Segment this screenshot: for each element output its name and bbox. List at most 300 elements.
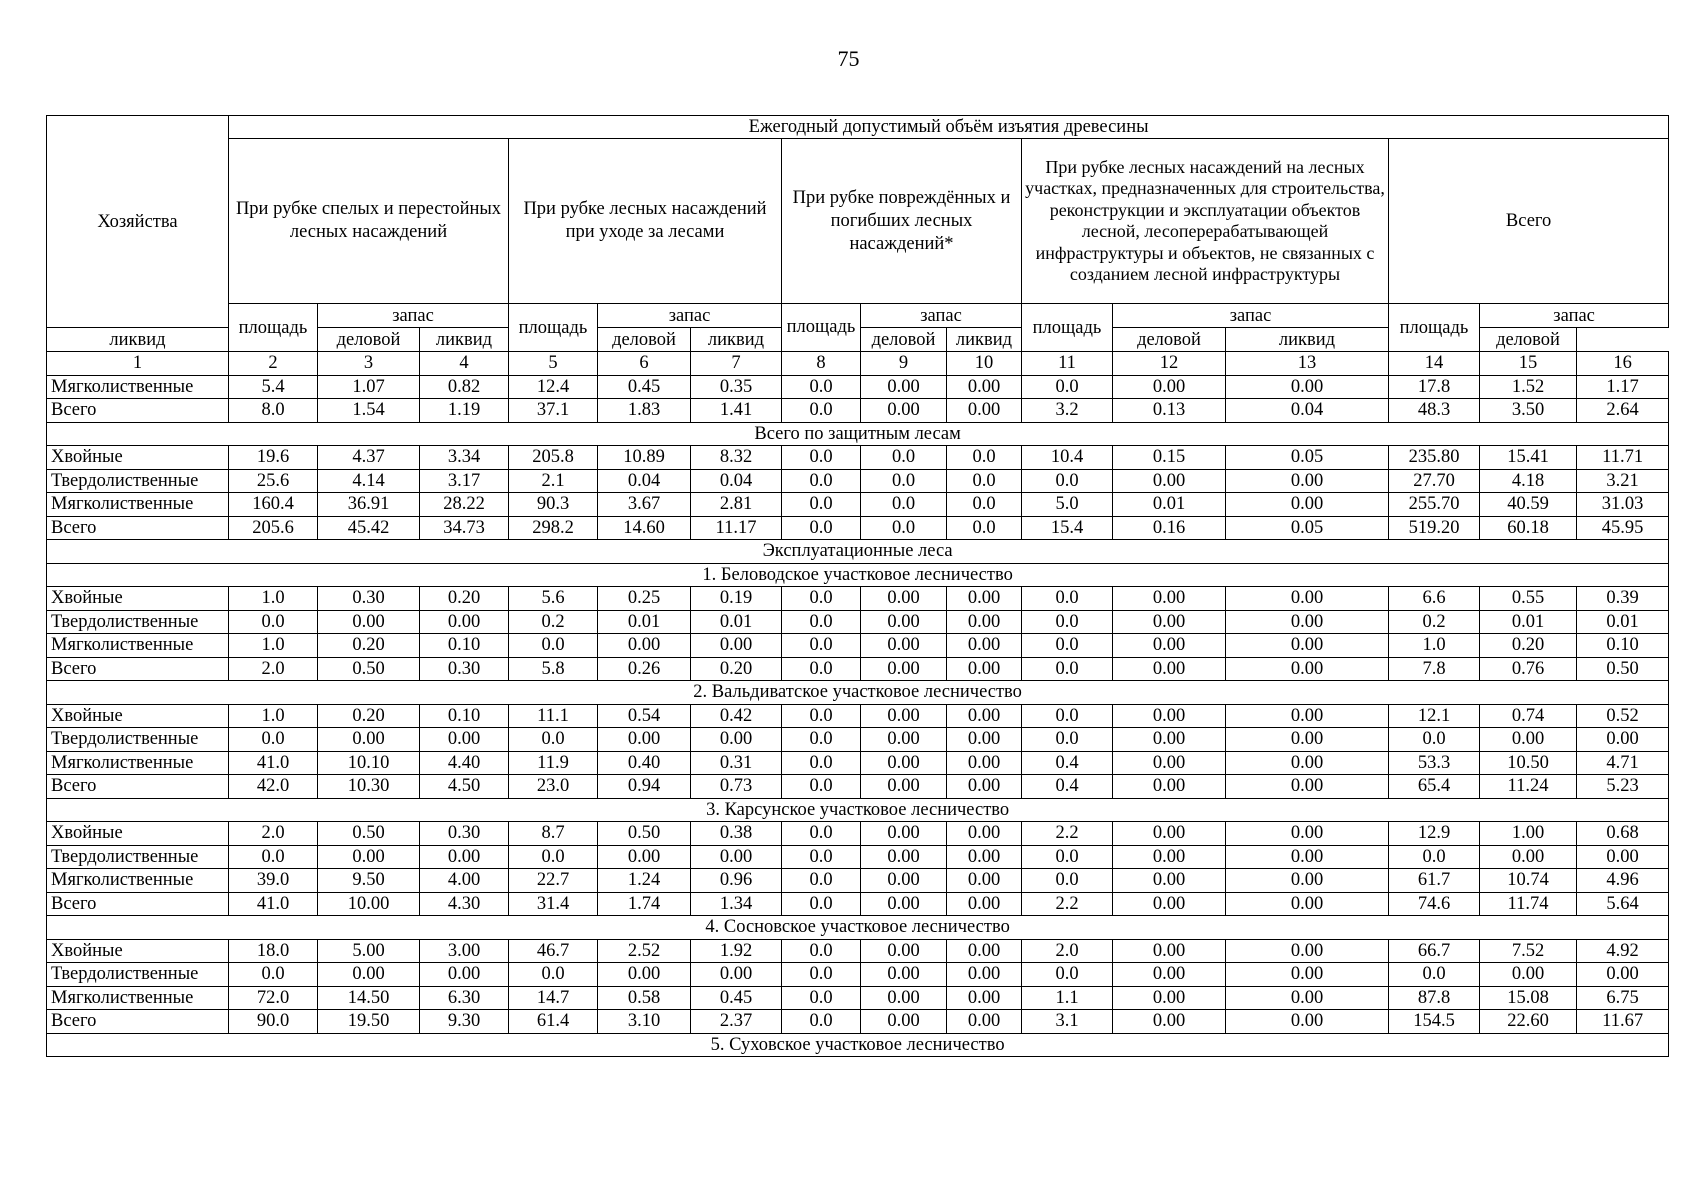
table-cell: 0.00 bbox=[947, 892, 1022, 916]
column-numbers-row bbox=[47, 352, 1669, 376]
table-cell: 0.05 bbox=[1226, 516, 1389, 540]
table-cell: 3.21 bbox=[1577, 469, 1669, 493]
table-cell: 0.00 bbox=[861, 845, 947, 869]
table-cell: 28.22 bbox=[420, 493, 509, 517]
table-cell: 0.00 bbox=[691, 728, 782, 752]
table-cell: 0.30 bbox=[420, 822, 509, 846]
table-cell: 14.60 bbox=[598, 516, 691, 540]
table-cell: 0.0 bbox=[947, 469, 1022, 493]
table-cell: 2.0 bbox=[229, 657, 318, 681]
column-number: 2 bbox=[229, 352, 318, 376]
table-cell: 11.1 bbox=[509, 704, 598, 728]
table-cell: 0.04 bbox=[1226, 399, 1389, 423]
table-cell: 0.00 bbox=[1113, 775, 1226, 799]
table-row bbox=[47, 399, 1669, 423]
table-cell: 0.00 bbox=[947, 986, 1022, 1010]
table-cell: 14.50 bbox=[318, 986, 420, 1010]
table-cell: 0.00 bbox=[1577, 963, 1669, 987]
table-cell: 61.7 bbox=[1389, 869, 1480, 893]
table-cell: 12.1 bbox=[1389, 704, 1480, 728]
table-row bbox=[47, 986, 1669, 1010]
table-cell: 0.00 bbox=[1226, 634, 1389, 658]
table-cell: 0.04 bbox=[691, 469, 782, 493]
table-cell: 0.0 bbox=[1022, 375, 1113, 399]
section-row bbox=[47, 916, 1669, 940]
table-cell: 0.00 bbox=[420, 963, 509, 987]
header-business: деловой bbox=[1113, 328, 1226, 352]
table-cell: 10.4 bbox=[1022, 446, 1113, 470]
header-liquid: ликвид bbox=[47, 328, 229, 352]
page-number: 75 bbox=[837, 46, 860, 71]
header-liquid: ликвид bbox=[420, 328, 509, 352]
table-cell: 0.0 bbox=[782, 986, 861, 1010]
table-cell: 0.0 bbox=[782, 704, 861, 728]
table-cell: 3.34 bbox=[420, 446, 509, 470]
table-cell: 66.7 bbox=[1389, 939, 1480, 963]
table-cell: 0.00 bbox=[1113, 1010, 1226, 1034]
table-cell: 0.0 bbox=[782, 375, 861, 399]
row-name: Хвойные bbox=[47, 939, 229, 963]
table-cell: 31.03 bbox=[1577, 493, 1669, 517]
table-cell: 0.00 bbox=[1226, 869, 1389, 893]
table-cell: 5.4 bbox=[229, 375, 318, 399]
table-cell: 0.00 bbox=[861, 657, 947, 681]
table-cell: 205.8 bbox=[509, 446, 598, 470]
section-row bbox=[47, 1033, 1669, 1057]
table-cell: 4.18 bbox=[1480, 469, 1577, 493]
table-cell: 0.0 bbox=[782, 939, 861, 963]
table-cell: 0.00 bbox=[1226, 822, 1389, 846]
column-number: 16 bbox=[1577, 352, 1669, 376]
table-cell: 0.00 bbox=[861, 399, 947, 423]
table-cell: 31.4 bbox=[509, 892, 598, 916]
table-cell: 22.60 bbox=[1480, 1010, 1577, 1034]
table-cell: 72.0 bbox=[229, 986, 318, 1010]
table-cell: 1.34 bbox=[691, 892, 782, 916]
section-title: 4. Сосновское участковое лесничество bbox=[47, 916, 1669, 940]
table-cell: 0.96 bbox=[691, 869, 782, 893]
table-cell: 22.7 bbox=[509, 869, 598, 893]
table-cell: 34.73 bbox=[420, 516, 509, 540]
header-business: деловой bbox=[1480, 328, 1577, 352]
table-cell: 0.0 bbox=[861, 516, 947, 540]
table-cell: 0.0 bbox=[1022, 963, 1113, 987]
table-cell: 0.0 bbox=[782, 446, 861, 470]
table-cell: 2.37 bbox=[691, 1010, 782, 1034]
table-cell: 0.00 bbox=[318, 845, 420, 869]
table-cell: 0.00 bbox=[318, 610, 420, 634]
table-cell: 0.30 bbox=[420, 657, 509, 681]
column-number: 15 bbox=[1480, 352, 1577, 376]
row-name: Мягколиственные bbox=[47, 869, 229, 893]
section-row bbox=[47, 422, 1669, 446]
table-cell: 5.0 bbox=[1022, 493, 1113, 517]
table-cell: 0.00 bbox=[1113, 751, 1226, 775]
table-cell: 0.0 bbox=[1022, 869, 1113, 893]
table-cell: 235.80 bbox=[1389, 446, 1480, 470]
table-cell: 11.17 bbox=[691, 516, 782, 540]
table-cell: 0.4 bbox=[1022, 751, 1113, 775]
table-cell: 11.74 bbox=[1480, 892, 1577, 916]
table-cell: 4.00 bbox=[420, 869, 509, 893]
table-cell: 25.6 bbox=[229, 469, 318, 493]
table-cell: 0.58 bbox=[598, 986, 691, 1010]
table-cell: 0.50 bbox=[598, 822, 691, 846]
header-farms: Хозяйства bbox=[47, 116, 229, 328]
table-cell: 0.16 bbox=[1113, 516, 1226, 540]
table-cell: 9.50 bbox=[318, 869, 420, 893]
table-cell: 87.8 bbox=[1389, 986, 1480, 1010]
table-cell: 0.00 bbox=[861, 892, 947, 916]
table-cell: 0.0 bbox=[782, 728, 861, 752]
table-cell: 0.00 bbox=[947, 375, 1022, 399]
table-row bbox=[47, 1010, 1669, 1034]
header-stock: запас bbox=[318, 304, 509, 328]
table-cell: 4.96 bbox=[1577, 869, 1669, 893]
table-cell: 10.74 bbox=[1480, 869, 1577, 893]
table-cell: 5.00 bbox=[318, 939, 420, 963]
row-name: Твердолиственные bbox=[47, 610, 229, 634]
table-cell: 0.00 bbox=[947, 822, 1022, 846]
row-name: Твердолиственные bbox=[47, 845, 229, 869]
table-cell: 0.00 bbox=[420, 610, 509, 634]
row-name: Мягколиственные bbox=[47, 751, 229, 775]
column-number: 1 bbox=[47, 352, 229, 376]
section-title: Эксплуатационные леса bbox=[47, 540, 1669, 564]
table-cell: 0.4 bbox=[1022, 775, 1113, 799]
table-cell: 0.0 bbox=[782, 516, 861, 540]
table-cell: 1.00 bbox=[1480, 822, 1577, 846]
table-row bbox=[47, 469, 1669, 493]
table-cell: 53.3 bbox=[1389, 751, 1480, 775]
table-cell: 0.00 bbox=[947, 775, 1022, 799]
table-cell: 0.00 bbox=[861, 963, 947, 987]
table-cell: 1.0 bbox=[229, 587, 318, 611]
table-cell: 0.0 bbox=[782, 869, 861, 893]
table-cell: 1.52 bbox=[1480, 375, 1577, 399]
table-cell: 10.00 bbox=[318, 892, 420, 916]
table-cell: 0.00 bbox=[947, 845, 1022, 869]
table-cell: 60.18 bbox=[1480, 516, 1577, 540]
table-cell: 0.00 bbox=[1226, 845, 1389, 869]
table-cell: 3.1 bbox=[1022, 1010, 1113, 1034]
header-main-title: Ежегодный допустимый объём изъятия древесины bbox=[229, 116, 1669, 139]
table-cell: 1.1 bbox=[1022, 986, 1113, 1010]
table-cell: 0.00 bbox=[318, 963, 420, 987]
table-cell: 0.0 bbox=[229, 610, 318, 634]
table-cell: 6.6 bbox=[1389, 587, 1480, 611]
table-cell: 0.00 bbox=[947, 657, 1022, 681]
table-cell: 0.01 bbox=[1480, 610, 1577, 634]
table-cell: 0.00 bbox=[947, 1010, 1022, 1034]
row-name: Мягколиственные bbox=[47, 634, 229, 658]
table-cell: 0.04 bbox=[598, 469, 691, 493]
table-cell: 8.0 bbox=[229, 399, 318, 423]
table-cell: 0.00 bbox=[420, 845, 509, 869]
table-cell: 1.19 bbox=[420, 399, 509, 423]
header-business: деловой bbox=[318, 328, 420, 352]
table-cell: 45.42 bbox=[318, 516, 420, 540]
table-cell: 0.00 bbox=[1226, 728, 1389, 752]
table-cell: 0.25 bbox=[598, 587, 691, 611]
table-cell: 0.00 bbox=[1113, 845, 1226, 869]
table-cell: 3.10 bbox=[598, 1010, 691, 1034]
row-name: Мягколиственные bbox=[47, 493, 229, 517]
table-cell: 48.3 bbox=[1389, 399, 1480, 423]
table-cell: 10.10 bbox=[318, 751, 420, 775]
table-row bbox=[47, 446, 1669, 470]
table-cell: 0.0 bbox=[782, 822, 861, 846]
table-cell: 0.45 bbox=[598, 375, 691, 399]
table-cell: 0.38 bbox=[691, 822, 782, 846]
table-cell: 0.76 bbox=[1480, 657, 1577, 681]
table-cell: 0.00 bbox=[861, 939, 947, 963]
table-cell: 12.9 bbox=[1389, 822, 1480, 846]
table-row bbox=[47, 775, 1669, 799]
table-cell: 0.00 bbox=[861, 986, 947, 1010]
column-number: 9 bbox=[861, 352, 947, 376]
table-cell: 19.6 bbox=[229, 446, 318, 470]
table-cell: 0.20 bbox=[318, 704, 420, 728]
table-cell: 2.64 bbox=[1577, 399, 1669, 423]
table-cell: 1.83 bbox=[598, 399, 691, 423]
section-row bbox=[47, 563, 1669, 587]
row-name: Хвойные bbox=[47, 822, 229, 846]
section-title: 5. Суховское участковое лесничество bbox=[47, 1033, 1669, 1057]
table-cell: 0.00 bbox=[1226, 1010, 1389, 1034]
table-cell: 0.0 bbox=[1022, 634, 1113, 658]
table-cell: 0.10 bbox=[420, 634, 509, 658]
table-cell: 0.0 bbox=[782, 493, 861, 517]
row-name: Всего bbox=[47, 657, 229, 681]
table-cell: 0.00 bbox=[947, 963, 1022, 987]
table-cell: 0.00 bbox=[861, 822, 947, 846]
header-group-total: Всего bbox=[1389, 139, 1669, 304]
table-cell: 0.05 bbox=[1226, 446, 1389, 470]
table-cell: 1.74 bbox=[598, 892, 691, 916]
table-cell: 0.00 bbox=[861, 1010, 947, 1034]
table-cell: 45.95 bbox=[1577, 516, 1669, 540]
table-cell: 18.0 bbox=[229, 939, 318, 963]
table-cell: 3.50 bbox=[1480, 399, 1577, 423]
table-cell: 0.94 bbox=[598, 775, 691, 799]
table-cell: 0.00 bbox=[598, 963, 691, 987]
header-area: площадь bbox=[509, 304, 598, 352]
table-cell: 0.00 bbox=[1577, 728, 1669, 752]
row-name: Твердолиственные bbox=[47, 728, 229, 752]
table-row bbox=[47, 845, 1669, 869]
table-cell: 0.00 bbox=[318, 728, 420, 752]
table-cell: 0.54 bbox=[598, 704, 691, 728]
table-cell: 4.92 bbox=[1577, 939, 1669, 963]
table-cell: 0.00 bbox=[420, 728, 509, 752]
table-cell: 0.0 bbox=[947, 493, 1022, 517]
table-cell: 0.00 bbox=[1226, 587, 1389, 611]
table-row bbox=[47, 963, 1669, 987]
table-cell: 0.00 bbox=[1113, 869, 1226, 893]
table-cell: 0.00 bbox=[1226, 375, 1389, 399]
table-cell: 0.00 bbox=[1226, 704, 1389, 728]
row-name: Твердолиственные bbox=[47, 963, 229, 987]
header-group-mature: При рубке спелых и перестойных лесных насаждений bbox=[229, 139, 509, 304]
table-cell: 0.20 bbox=[318, 634, 420, 658]
table-cell: 15.41 bbox=[1480, 446, 1577, 470]
table-cell: 0.0 bbox=[782, 610, 861, 634]
table-cell: 0.0 bbox=[1022, 657, 1113, 681]
header-liquid: ликвид bbox=[691, 328, 782, 352]
header-stock: запас bbox=[598, 304, 782, 328]
table-cell: 15.08 bbox=[1480, 986, 1577, 1010]
table-cell: 0.35 bbox=[691, 375, 782, 399]
table-cell: 3.17 bbox=[420, 469, 509, 493]
column-number: 11 bbox=[1022, 352, 1113, 376]
table-cell: 0.50 bbox=[318, 822, 420, 846]
table-cell: 0.00 bbox=[861, 704, 947, 728]
table-cell: 0.00 bbox=[1113, 634, 1226, 658]
table-cell: 0.0 bbox=[861, 469, 947, 493]
table-row bbox=[47, 375, 1669, 399]
table-cell: 0.01 bbox=[691, 610, 782, 634]
table-cell: 0.00 bbox=[598, 845, 691, 869]
table-cell: 61.4 bbox=[509, 1010, 598, 1034]
table-cell: 1.0 bbox=[1389, 634, 1480, 658]
table-cell: 4.30 bbox=[420, 892, 509, 916]
table-row bbox=[47, 869, 1669, 893]
table-cell: 0.0 bbox=[782, 963, 861, 987]
table-cell: 2.1 bbox=[509, 469, 598, 493]
table-cell: 0.00 bbox=[1226, 939, 1389, 963]
table-cell: 40.59 bbox=[1480, 493, 1577, 517]
table-cell: 0.0 bbox=[782, 657, 861, 681]
table-cell: 0.0 bbox=[947, 446, 1022, 470]
table-cell: 7.52 bbox=[1480, 939, 1577, 963]
table-cell: 12.4 bbox=[509, 375, 598, 399]
table-cell: 0.01 bbox=[1577, 610, 1669, 634]
table-cell: 1.92 bbox=[691, 939, 782, 963]
table-row bbox=[47, 516, 1669, 540]
table-cell: 0.00 bbox=[947, 587, 1022, 611]
table-cell: 6.30 bbox=[420, 986, 509, 1010]
table-cell: 0.00 bbox=[1113, 587, 1226, 611]
table-cell: 0.00 bbox=[1480, 963, 1577, 987]
table-cell: 0.00 bbox=[691, 634, 782, 658]
column-number: 4 bbox=[420, 352, 509, 376]
table-cell: 0.00 bbox=[947, 939, 1022, 963]
row-name: Твердолиственные bbox=[47, 469, 229, 493]
table-row bbox=[47, 634, 1669, 658]
table-cell: 0.0 bbox=[509, 963, 598, 987]
table-cell: 36.91 bbox=[318, 493, 420, 517]
table-cell: 0.0 bbox=[782, 469, 861, 493]
header-stock: запас bbox=[1480, 304, 1669, 328]
column-number: 5 bbox=[509, 352, 598, 376]
column-number: 8 bbox=[782, 352, 861, 376]
table-cell: 17.8 bbox=[1389, 375, 1480, 399]
table-cell: 0.00 bbox=[1577, 845, 1669, 869]
table-cell: 2.81 bbox=[691, 493, 782, 517]
table-row bbox=[47, 728, 1669, 752]
header-area-split bbox=[782, 304, 861, 352]
table-cell: 0.00 bbox=[1480, 845, 1577, 869]
table-cell: 37.1 bbox=[509, 399, 598, 423]
table-cell: 1.0 bbox=[229, 704, 318, 728]
section-title: 1. Беловодское участковое лесничество bbox=[47, 563, 1669, 587]
table-cell: 0.68 bbox=[1577, 822, 1669, 846]
table-cell: 65.4 bbox=[1389, 775, 1480, 799]
table-cell: 2.0 bbox=[1022, 939, 1113, 963]
table-cell: 6.75 bbox=[1577, 986, 1669, 1010]
table-row bbox=[47, 892, 1669, 916]
table-cell: 2.52 bbox=[598, 939, 691, 963]
table-row bbox=[47, 939, 1669, 963]
table-cell: 2.2 bbox=[1022, 892, 1113, 916]
table-row bbox=[47, 610, 1669, 634]
table-cell: 0.31 bbox=[691, 751, 782, 775]
table-cell: 0.00 bbox=[691, 845, 782, 869]
timber-harvest-table bbox=[46, 115, 1669, 1057]
table-cell: 0.00 bbox=[598, 634, 691, 658]
table-cell: 0.39 bbox=[1577, 587, 1669, 611]
row-name: Мягколиственные bbox=[47, 375, 229, 399]
table-cell: 0.40 bbox=[598, 751, 691, 775]
table-cell: 19.50 bbox=[318, 1010, 420, 1034]
table-cell: 0.00 bbox=[1113, 469, 1226, 493]
table-cell: 3.00 bbox=[420, 939, 509, 963]
table-cell: 1.07 bbox=[318, 375, 420, 399]
table-cell: 0.00 bbox=[1226, 657, 1389, 681]
table-cell: 0.00 bbox=[1226, 493, 1389, 517]
column-number: 6 bbox=[598, 352, 691, 376]
table-cell: 0.00 bbox=[947, 634, 1022, 658]
table-cell: 0.55 bbox=[1480, 587, 1577, 611]
table-cell: 0.00 bbox=[947, 728, 1022, 752]
table-cell: 0.00 bbox=[947, 610, 1022, 634]
table-cell: 0.0 bbox=[1389, 845, 1480, 869]
table-cell: 255.70 bbox=[1389, 493, 1480, 517]
table-cell: 0.26 bbox=[598, 657, 691, 681]
section-title: Всего по защитным лесам bbox=[47, 422, 1669, 446]
column-number: 7 bbox=[691, 352, 782, 376]
header-business: деловой bbox=[598, 328, 691, 352]
table-cell: 4.40 bbox=[420, 751, 509, 775]
table-cell: 519.20 bbox=[1389, 516, 1480, 540]
row-name: Хвойные bbox=[47, 446, 229, 470]
table-cell: 0.00 bbox=[861, 587, 947, 611]
table-cell: 0.20 bbox=[420, 587, 509, 611]
table-cell: 9.30 bbox=[420, 1010, 509, 1034]
table-cell: 10.30 bbox=[318, 775, 420, 799]
table-cell: 0.42 bbox=[691, 704, 782, 728]
table-cell: 0.01 bbox=[598, 610, 691, 634]
table-cell: 8.32 bbox=[691, 446, 782, 470]
table-cell: 2.0 bbox=[229, 822, 318, 846]
table-cell: 90.3 bbox=[509, 493, 598, 517]
header-group-infrastructure: При рубке лесных насаждений на лесных участках, предназначенных для строительства, реконструкции и эксплуатации объектов лесной, лесоперерабатывающей инфраструктуры и объектов, не связанных с созданием лесной инфраструктуры bbox=[1022, 139, 1389, 304]
table-cell: 0.0 bbox=[861, 493, 947, 517]
table-cell: 0.00 bbox=[1226, 963, 1389, 987]
table-cell: 0.50 bbox=[1577, 657, 1669, 681]
table-cell: 0.00 bbox=[861, 610, 947, 634]
table-cell: 0.20 bbox=[1480, 634, 1577, 658]
table-cell: 0.00 bbox=[1226, 986, 1389, 1010]
table-cell: 5.64 bbox=[1577, 892, 1669, 916]
column-number: 10 bbox=[947, 352, 1022, 376]
table-cell: 42.0 bbox=[229, 775, 318, 799]
table-cell: 0.00 bbox=[1113, 822, 1226, 846]
table-cell: 4.50 bbox=[420, 775, 509, 799]
table-cell: 4.37 bbox=[318, 446, 420, 470]
table-cell: 0.00 bbox=[1113, 704, 1226, 728]
